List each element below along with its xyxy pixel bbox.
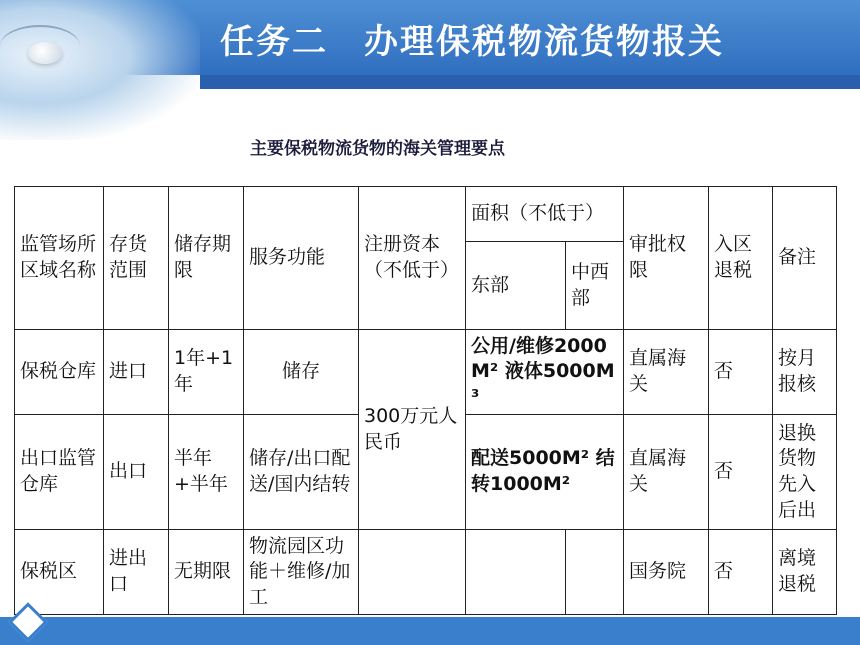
- cell-approval: 直属海关: [624, 330, 709, 415]
- header-area-east: 东部: [466, 242, 566, 330]
- cell-area: 配送5000M² 结转1000M²: [466, 415, 624, 530]
- cell-period: 1年+1年: [169, 330, 244, 415]
- cell-function: 储存: [244, 330, 359, 415]
- cell-refund: 否: [709, 330, 773, 415]
- cell-remark: 离境退税: [773, 530, 837, 615]
- cell-range: 进口: [104, 330, 169, 415]
- cell-place: 出口监管仓库: [15, 415, 104, 530]
- cell-area-east: [466, 530, 566, 615]
- cell-capital: [359, 530, 466, 615]
- cell-capital: 300万元人民币: [359, 330, 466, 530]
- cell-remark: 退换货物先入后出: [773, 415, 837, 530]
- slide-title: 任务二 办理保税物流货物报关: [220, 22, 724, 62]
- cell-refund: 否: [709, 415, 773, 530]
- header-range: 存货范围: [104, 187, 169, 330]
- header-place: 监管场所区域名称: [15, 187, 104, 330]
- header-approval: 审批权限: [624, 187, 709, 330]
- cell-area: 公用/维修2000M² 液体5000M³: [466, 330, 624, 415]
- header-decoration: [0, 0, 200, 140]
- header-capital: 注册资本（不低于）: [359, 187, 466, 330]
- cell-area-midwest: [566, 530, 624, 615]
- header-underbar: [200, 75, 860, 89]
- table-row: [15, 330, 837, 415]
- cell-place: 保税仓库: [15, 330, 104, 415]
- footer-bar: [0, 617, 860, 645]
- cell-range: 出口: [104, 415, 169, 530]
- cell-range: 进出口: [104, 530, 169, 615]
- header-area: 面积（不低于）: [466, 187, 624, 242]
- table-row: [15, 530, 837, 615]
- cell-period: 半年+半年: [169, 415, 244, 530]
- cell-approval: 国务院: [624, 530, 709, 615]
- cell-remark: 按月报核: [773, 330, 837, 415]
- mouse-icon: [28, 42, 62, 64]
- cell-place: 保税区: [15, 530, 104, 615]
- header-refund: 入区退税: [709, 187, 773, 330]
- header-period: 储存期限: [169, 187, 244, 330]
- table-title: 主要保税物流货物的海关管理要点: [250, 139, 505, 159]
- header-function: 服务功能: [244, 187, 359, 330]
- cell-approval: 直属海关: [624, 415, 709, 530]
- header-area-midwest: 中西部: [566, 242, 624, 330]
- cell-function: 储存/出口配送/国内结转: [244, 415, 359, 530]
- table-header-row: [15, 187, 837, 242]
- header-remark: 备注: [773, 187, 837, 330]
- cell-period: 无期限: [169, 530, 244, 615]
- cell-refund: 否: [709, 530, 773, 615]
- customs-table: [14, 186, 837, 615]
- cell-function: 物流园区功能＋维修/加工: [244, 530, 359, 615]
